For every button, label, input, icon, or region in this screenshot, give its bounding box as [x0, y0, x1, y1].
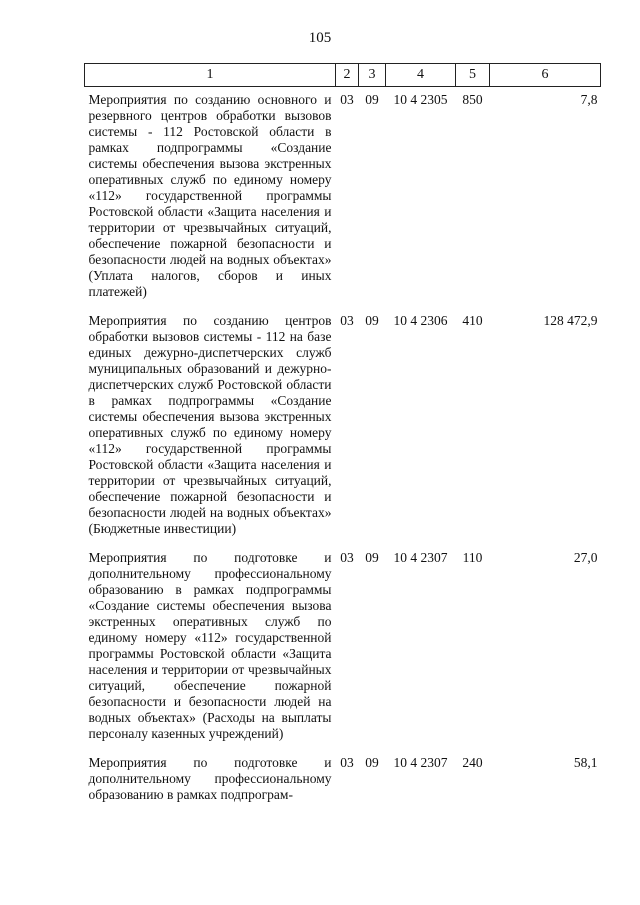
- table-row: [85, 750, 601, 811]
- row-target: 10 4 2305: [393, 92, 448, 107]
- header-cell-amount: 6: [490, 64, 601, 87]
- row-target: 10 4 2306: [393, 313, 448, 328]
- table-header-row: [85, 64, 601, 87]
- row-amount: 27,0: [573, 550, 598, 565]
- page-number: 105: [308, 30, 332, 46]
- table-row: [85, 545, 601, 750]
- row-target: 10 4 2307: [393, 755, 448, 770]
- row-amount: 7,8: [580, 92, 598, 107]
- row-expense-type: 240: [462, 755, 483, 770]
- row-target: 10 4 2307: [393, 550, 448, 565]
- row-description: Мероприятия по подготовке и дополнительному профессиональному образованию в рамках подпрограм-: [88, 755, 332, 802]
- row-expense-type: 110: [462, 550, 483, 565]
- row-section: 03: [340, 92, 354, 107]
- header-cell-expense-type: 5: [456, 64, 490, 87]
- header-cell-section: 2: [336, 64, 359, 87]
- row-amount: 128 472,9: [543, 313, 598, 328]
- header-cell-subsection: 3: [359, 64, 386, 87]
- table-row: [85, 87, 601, 309]
- row-section: 03: [340, 550, 354, 565]
- row-expense-type: 410: [462, 313, 483, 328]
- row-expense-type: 850: [462, 92, 483, 107]
- row-section: 03: [340, 755, 354, 770]
- budget-table: [84, 63, 601, 811]
- row-subsection: 09: [365, 550, 379, 565]
- row-section: 03: [340, 313, 354, 328]
- row-amount: 58,1: [573, 755, 598, 770]
- row-subsection: 09: [365, 313, 379, 328]
- table-row: [85, 308, 601, 545]
- header-cell-target: 4: [386, 64, 456, 87]
- row-subsection: 09: [365, 92, 379, 107]
- row-subsection: 09: [365, 755, 379, 770]
- row-description: Мероприятия по созданию основного и резервного центров обработки вызовов системы - 112 Ростовской области в рамках подпрограммы «Создание системы обеспечения вызова экстренных оперативных служб по единому номеру «112» государственной программы Ростовской области «Защита населения и территории от чрезвычайных ситуаций, обеспечение пожарной безопасности и безопасности людей на водных объектах» (Уплата налогов, сборов и иных платежей): [88, 92, 332, 299]
- row-description: Мероприятия по созданию центров обработки вызовов системы - 112 на базе единых дежурно-диспетчерских служб муниципальных образований и дежурно-диспетчерских служб Ростовской области в рамках подпрограммы «Создание системы обеспечения вызова экстренных оперативных служб по единому номеру «112» государственной программы Ростовской области «Защита населения и территории от чрезвычайных ситуаций, обеспечение пожарной безопасности и безопасности людей на водных объектах» (Бюджетные инвестиции): [88, 313, 332, 536]
- header-cell-description: 1: [85, 64, 336, 87]
- row-description: Мероприятия по подготовке и дополнительному профессиональному образованию в рамках подпрограммы «Создание системы обеспечения вызова экстренных оперативных служб по единому номеру «112» государственной программы Ростовской области «Защита населения и территории от чрезвычайных ситуаций, обеспечение пожарной безопасности и безопасности людей на водных объектах» (Расходы на выплаты персоналу казенных учреждений): [88, 550, 332, 741]
